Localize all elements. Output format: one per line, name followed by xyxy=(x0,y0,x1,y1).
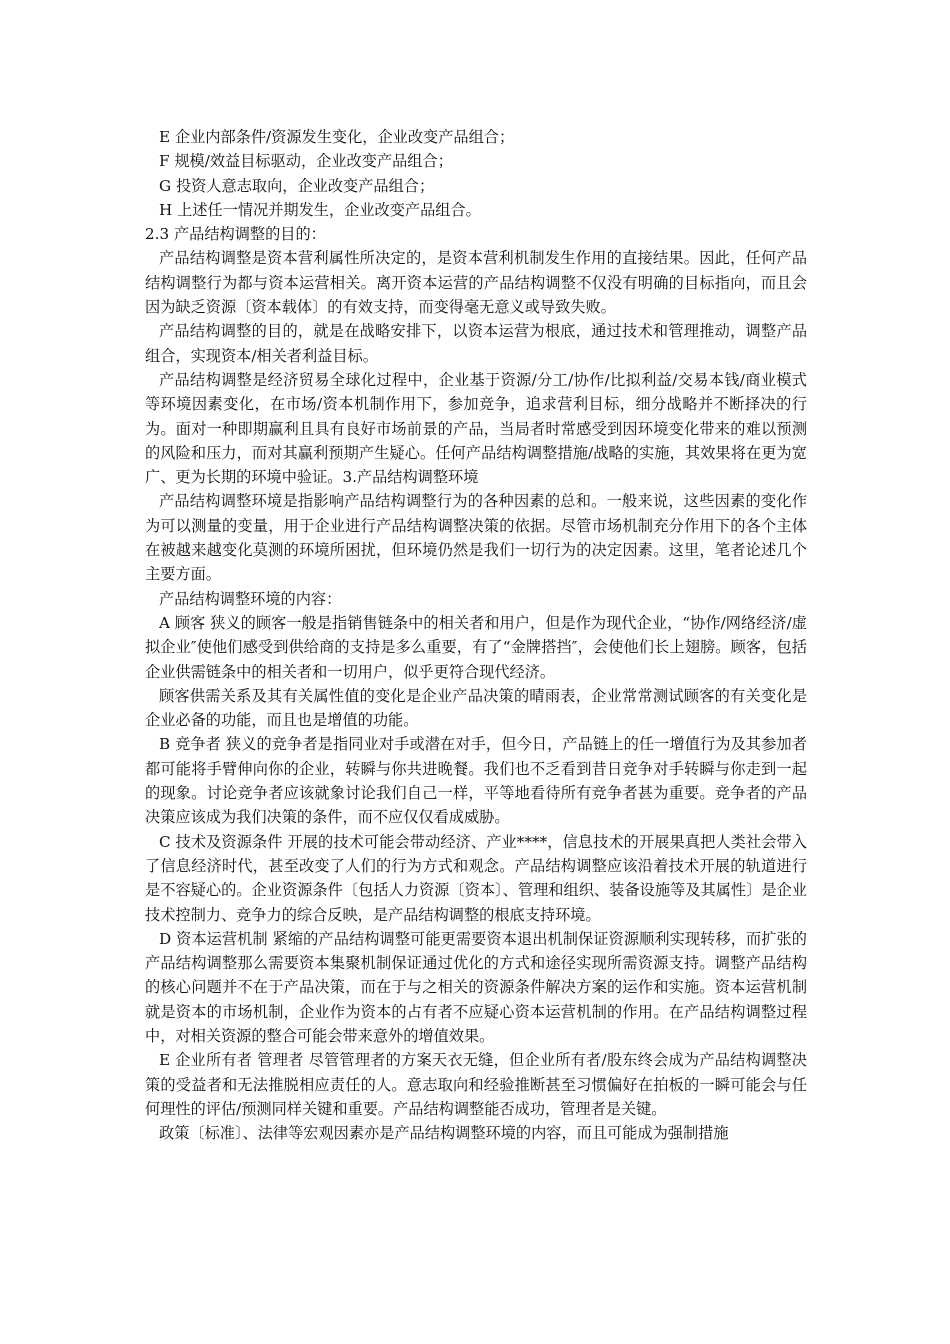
list-item-f: F 规模/效益目标驱动，企业改变产品组合； xyxy=(159,152,453,171)
document-body xyxy=(145,125,807,1145)
list-item-g: G 投资人意志取向，企业改变产品组合； xyxy=(159,176,435,195)
list-item-h: H 上述任一情况并期发生，企业改变产品组合。 xyxy=(159,200,481,219)
paragraph: 政策〔标准〕、法律等宏观因素亦是产品结构调整环境的内容，而且可能成为强制措施 xyxy=(159,1124,729,1143)
paragraph: 顾客供需关系及其有关属性值的变化是企业产品决策的晴雨表，企业常常测试顾客的有关变化是企业必备的功能，而且也是增值的功能。 xyxy=(145,686,807,730)
section-heading-2-3: 2.3 产品结构调整的目的： xyxy=(145,225,326,244)
paragraph-technology: C 技术及资源条件 开展的技术可能会带动经济、产业****，信息技术的开展果真把人类社会带入了信息经济时代，甚至改变了人们的行为方式和观念。产品结构调整应该沿着技术开展的轨道进行是不容疑心的。企业资源条件〔包括人力资源〔资本〕、管理和组织、装备设施等及其属性〕是企业技术控制力、竞争力的综合反映，是产品结构调整的根底支持环境。 xyxy=(145,832,807,924)
paragraph: 产品结构调整环境是指影响产品结构调整行为的各种因素的总和。一般来说，这些因素的变化作为可以测量的变量，用于企业进行产品结构调整决策的依据。尽管市场机制充分作用下的各个主体在被越来越变化莫测的环境所困扰，但环境仍然是我们一切行为的决定因素。这里，笔者论述几个主要方面。 xyxy=(145,492,807,584)
paragraph-competitor: B 竞争者 狭义的竞争者是指同业对手或潜在对手，但今日，产品链上的任一增值行为及其参加者都可能将手臂伸向你的企业，转瞬与你共进晚餐。我们也不乏看到昔日竞争对手转瞬与你走到一起的现象。讨论竞争者应该就象讨论我们自己一样，平等地看待所有竞争者甚为重要。竞争者的产品决策应该成为我们决策的条件，而不应仅仅看成威胁。 xyxy=(145,735,807,827)
list-item-e: E 企业内部条件/资源发生变化，企业改变产品组合； xyxy=(159,128,515,146)
paragraph: 产品结构调整是经济贸易全球化过程中，企业基于资源/分工/协作/比拟利益/交易本钱/商业模式等环境因素变化，在市场/资本机制作用下，参加竞争，追求营利目标，细分战略并不断择决的行为。面对一种即期赢利且具有良好市场前景的产品，当局者时常感受到因环境变化带来的难以预测的风险和压力，而对其赢利预期产生疑心。任何产品结构调整措施/战略的实施，其效果将在更为宽广、更为长期的环境中验证。3.产品结构调整环境 xyxy=(145,370,807,487)
paragraph: 产品结构调整是资本营利属性所决定的，是资本营利机制发生作用的直接结果。因此，任何产品结构调整行为都与资本运营相关。离开资本运营的产品结构调整不仅没有明确的目标指向，而且会因为缺乏资源〔资本载体〕的有效支持，而变得毫无意义或导致失败。 xyxy=(145,249,807,317)
paragraph-owner: E 企业所有者 管理者 尽管管理者的方案天衣无缝，但企业所有者/股东终会成为产品结构调整决策的受益者和无法推脱相应责任的人。意志取向和经验推断甚至习惯偏好在拍板的一瞬可能会与任何理性的评估/预测同样关键和重要。产品结构调整能否成功，管理者是关键。 xyxy=(145,1051,807,1118)
paragraph: 产品结构调整的目的，就是在战略安排下，以资本运营为根底，通过技术和管理推动，调整产品组合，实现资本/相关者利益目标。 xyxy=(145,322,807,365)
paragraph-customer: A 顾客 狭义的顾客一般是指销售链条中的相关者和用户，但是作为现代企业，“协作/网络经济/虚拟企业″使他们感受到供给商的支持是多么重要，有了“金牌搭挡″，会使他们长上翅膀。顾客，包括企业供需链条中的相关者和一切用户，似乎更符合现代经济。 xyxy=(145,613,807,681)
paragraph: 产品结构调整环境的内容： xyxy=(159,589,342,608)
paragraph-capital: D 资本运营机制 紧缩的产品结构调整可能更需要资本退出机制保证资源顺利实现转移，而扩张的产品结构调整那么需要资本集聚机制保证通过优化的方式和途径实现所需资源支持。调整产品结构的核心问题并不在于产品决策，而在于与之相关的资源条件解决方案的运作和实施。资本运营机制就是资本的市场机制，企业作为资本的占有者不应疑心资本运营机制的作用。在产品结构调整过程中，对相关资源的整合可能会带来意外的增值效果。 xyxy=(145,929,807,1045)
